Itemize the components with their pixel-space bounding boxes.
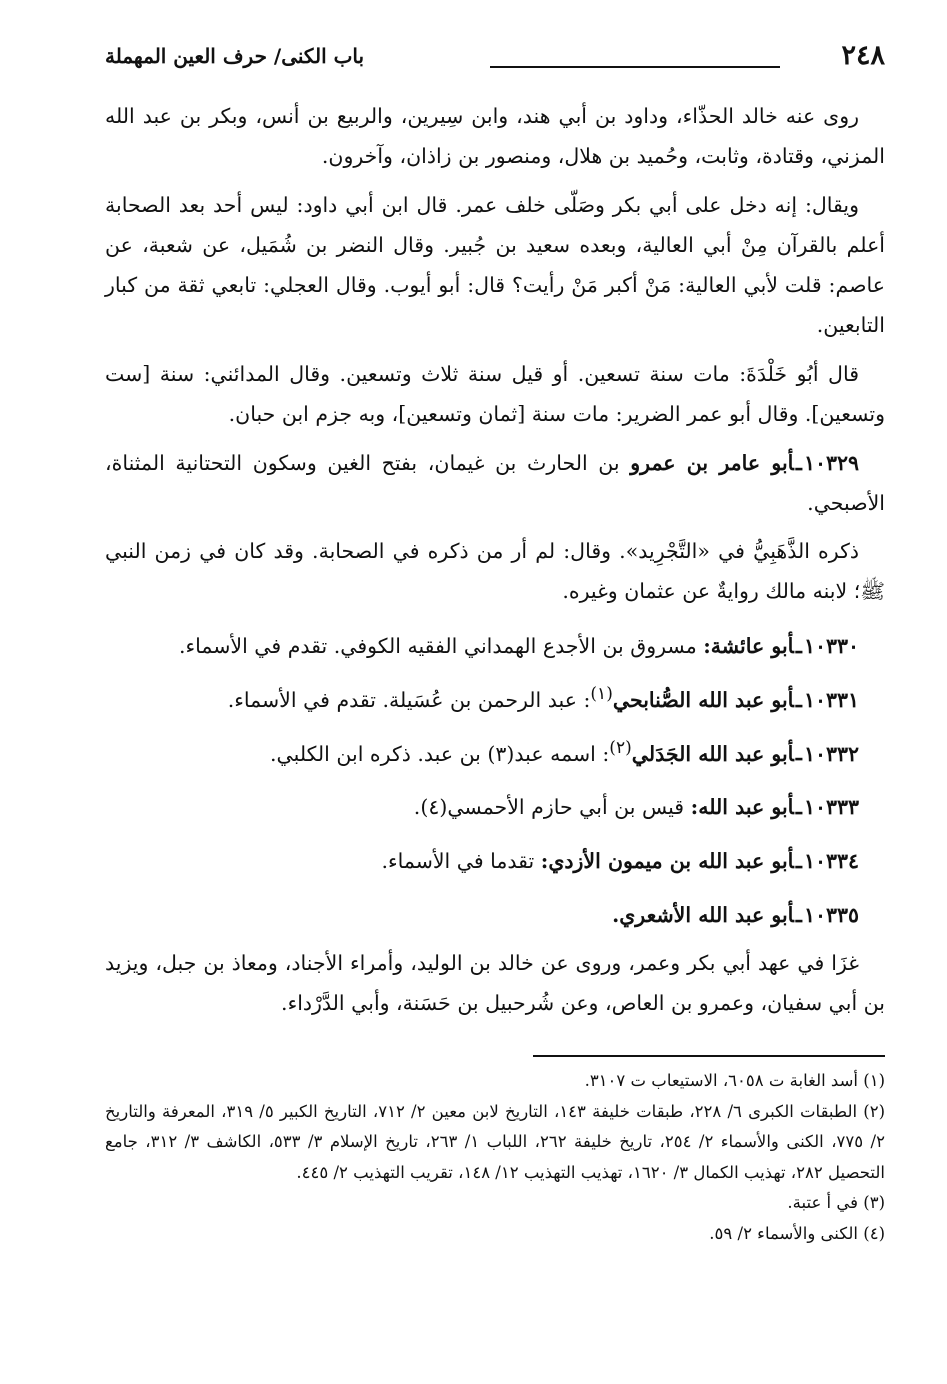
footnote: (٢) الطبقات الكبرى ٦/ ٢٢٨، طبقات خليفة ١٤٣، التاريخ لابن معين ٢/ ٧١٢، التاريخ الكبير ٥/ ٣١٩، المعرفة والتاريخ ٢/ ٧٧٥، الكنى والأسماء ٢/ ٢٥٤، تاريخ خليفة ٢٦٢، اللباب ١/ ٢٦٣، تاريخ الإسلام ٣/ ٥٣٣، الكاشف ٣/ ٣١٢، جامع التحصيل ٢٨٢، تهذيب الكمال ٣/ ١٦٢٠، تهذيب التهذيب ١٢/ ١٤٨، تقريب التهذيب ٢/ ٤٤٥. [105, 1101, 885, 1182]
entry-text: قيس بن أبي حازم الأحمسي(٤). [413, 795, 685, 820]
entry-text: مسروق بن الأجدع الهمداني الفقيه الكوفي. تقدم في الأسماء. [178, 633, 697, 658]
entry-10333 [105, 781, 885, 827]
entry-name: أبو عبد الله: [690, 795, 794, 820]
main-text [105, 96, 885, 1032]
page-number: ٢٤٨ [841, 40, 885, 71]
paragraph: ويقال: إنه دخل على أبي بكر وصَلّى خلف عمر. قال ابن أبي داود: ليس أحد بعد الصحابة أعلم بالقرآن مِنْ أبي العالية، وبعده سعيد بن جُبير. وقال النضر بن شُمَيل، عن شعبة، عن عاصم: قلت لأبي العالية: مَنْ أكبر مَنْ رأيت؟ قال: أبو أيوب. وقال العجلي: تابعي ثقة من كبار التابعين. [105, 193, 885, 337]
footnote: (١) أسد الغابة ت ٦٠٥٨، الاستيعاب ت ٣١٠٧. [584, 1071, 885, 1090]
entry-number: ١٠٣٣٥ [803, 902, 859, 927]
entry-name: أبو عبد الله بن ميمون الأزدي: [540, 849, 794, 874]
entry-10332 [105, 728, 885, 774]
footnote-separator [533, 1055, 885, 1057]
closing-paragraph: غزَا في عهد أبي بكر وعمر، وروى عن خالد بن الوليد، وأمراء الأجناد، ومعاذ بن جبل، ويزيد بن أبي سفيان، وعمرو بن العاص، وعن شُرحبيل بن حَسَنة، وأبي الدَّرْداء. [105, 950, 885, 1015]
entry-number: ١٠٣٣١ [803, 687, 859, 712]
entry-dash: ـ [795, 741, 802, 766]
entry-number: ١٠٣٣٣ [803, 795, 859, 820]
page-header [105, 40, 885, 84]
entry-10329 [105, 443, 885, 523]
entry-text: : عبد الرحمن بن عُسَيلة. تقدم في الأسماء. [227, 687, 591, 712]
entry-number: ١٠٣٣٠ [803, 633, 859, 658]
entry-10331 [105, 674, 885, 720]
header-rule [490, 66, 780, 68]
entry-name: أبو عبد الله الجَدَلي [631, 741, 794, 766]
footnote-ref: (٢) [609, 737, 632, 758]
entry-dash: ـ [795, 451, 802, 475]
entry-note: ذكره الذَّهَبِيُّ في «التَّجْرِيد». وقال: لم أر من ذكره في الصحابة. وقد كان في زمن النبي ﷺ؛ لابنه مالك روايةٌ عن عثمان وغيره. [105, 539, 885, 603]
entry-dash: ـ [795, 902, 802, 927]
entry-name: أبو عائشة: [703, 633, 794, 658]
entry-text: : اسمه عبد(٣) بن عبد. ذكره ابن الكلبي. [270, 741, 610, 766]
entry-number: ١٠٣٣٤ [803, 849, 859, 874]
entry-text: تقدما في الأسماء. [381, 849, 535, 874]
footnote: (٤) الكنى والأسماء ٢/ ٥٩. [709, 1223, 885, 1243]
entry-10330 [105, 620, 885, 666]
entry-name: أبو عبد الله الصُّنابحي [612, 687, 794, 712]
entry-dash: ـ [795, 687, 802, 712]
running-title: باب الكنى/ حرف العين المهملة [105, 44, 365, 68]
entry-10334 [105, 835, 885, 881]
footnote: (٣) في أ عتبة. [787, 1193, 885, 1212]
entry-name: أبو عبد الله الأشعري. [612, 902, 794, 927]
footnote-ref: (١) [590, 683, 613, 704]
entry-name: أبو عامر بن عمرو [630, 451, 794, 475]
entry-number: ١٠٣٢٩ [803, 451, 859, 475]
entry-number: ١٠٣٣٢ [803, 741, 859, 766]
entry-dash: ـ [795, 795, 802, 820]
entry-10335 [105, 889, 885, 935]
paragraph: روى عنه خالد الحذّاء، وداود بن أبي هند، وابن سِيرين، والربيع بن أنس، وبكر بن عبد الله المزني، وقتادة، وثابت، وحُميد بن هلال، ومنصور بن زاذان، وآخرون. [105, 104, 885, 168]
entry-text: بن الحارث بن غيمان، بفتح الغين وسكون التحتانية المثناة، الأصبحي. [105, 451, 885, 515]
entry-dash: ـ [795, 849, 802, 874]
footnotes [105, 1066, 885, 1249]
entry-dash: ـ [795, 633, 802, 658]
paragraph: قال أبُو خَلْدَةَ: مات سنة تسعين. أو قيل سنة ثلاث وتسعين. وقال المدائني: سنة [ست وتسعين]. وقال أبو عمر الضرير: مات سنة [ثمان وتسعين]، وبه جزم ابن حبان. [105, 362, 885, 426]
